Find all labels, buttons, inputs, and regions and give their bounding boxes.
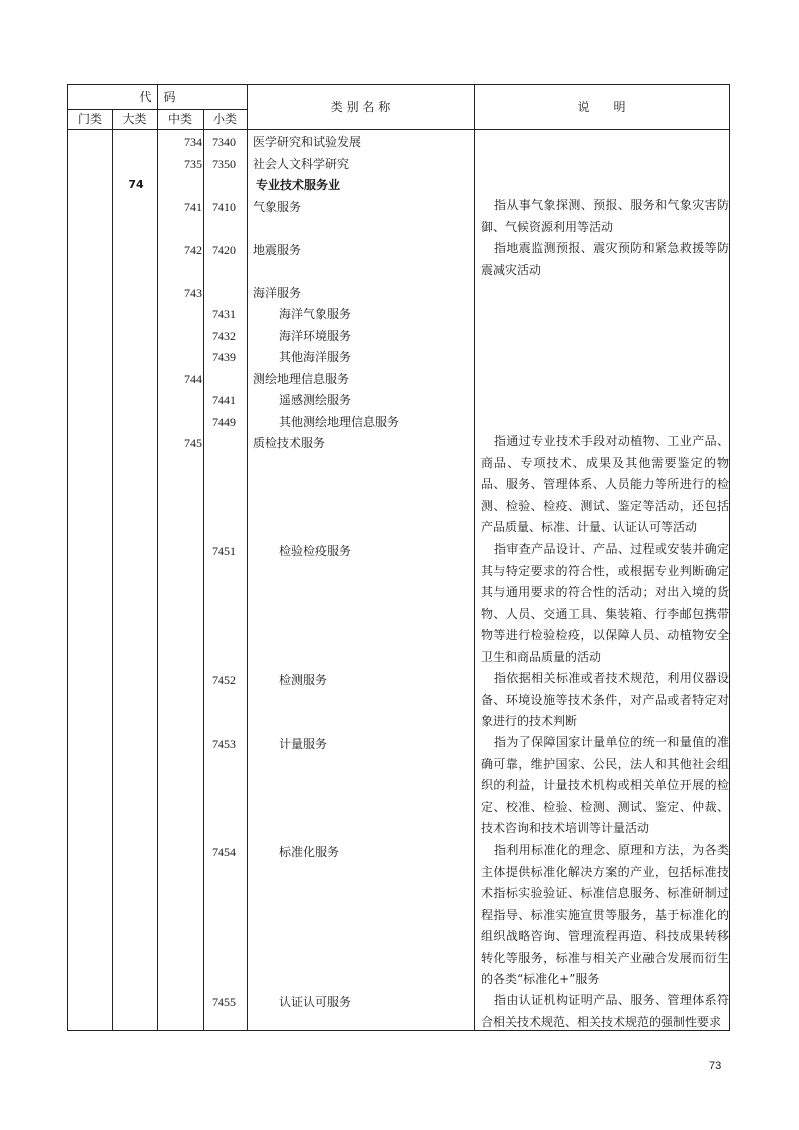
code-middle: 741 [184, 200, 202, 214]
col-divider-major [157, 85, 158, 1030]
code-small: 7452 [212, 673, 236, 687]
page-number: 73 [709, 1060, 722, 1072]
category-name: 质检技术服务 [253, 436, 326, 450]
category-name: 气象服务 [253, 200, 302, 214]
category-description: 指审查产品设计、产品、过程或安装并确定其与特定要求的符合性，或根据专业判断确定其与通用要求的符合性的活动；对出入境的货物、人员、交通工具、集装箱、行李邮包携带物等进行检验检疫，以保障人员、动植物安全卫生和商品质量的活动 [481, 542, 729, 664]
category-name: 其他测绘地理信息服务 [279, 415, 400, 429]
category-description: 指为了保障国家计量单位的统一和量值的准确可靠，维护国家、公民，法人和其他社会组织的利益，计量技术机构或相关单位开展的检定、校准、检验、检测、测试、鉴定、仲裁、技术咨询和技术培训等计量活动 [481, 735, 729, 835]
category-description: 指从事气象探测、预报、服务和气象灾害防御、气候资源利用等活动 [481, 198, 729, 234]
code-small: 7439 [212, 350, 236, 364]
header-desc: 说 明 [577, 100, 626, 114]
header-major: 大类 [122, 112, 147, 126]
code-middle: 744 [184, 372, 202, 386]
code-small: 7431 [212, 307, 236, 321]
category-name: 测绘地理信息服务 [253, 372, 350, 386]
code-small: 7453 [212, 737, 236, 751]
code-middle: 734 [184, 135, 202, 149]
code-small: 7449 [212, 415, 236, 429]
category-name: 海洋环境服务 [279, 329, 352, 343]
category-name: 遥感测绘服务 [279, 393, 352, 407]
header-bottom-border [68, 129, 729, 130]
category-name: 地震服务 [253, 243, 302, 257]
code-middle: 735 [184, 157, 202, 171]
col-divider-small [247, 85, 248, 1030]
category-name: 海洋气象服务 [279, 307, 352, 321]
header-code-group: 代 码 [139, 90, 176, 104]
code-middle: 745 [184, 436, 202, 450]
code-major: 74 [128, 178, 144, 191]
code-middle: 742 [184, 243, 202, 257]
code-small: 7451 [212, 544, 236, 558]
category-name: 海洋服务 [253, 286, 302, 300]
code-small: 7454 [212, 845, 236, 859]
category-description: 指通过专业技术手段对动植物、工业产品、商品、专项技术、成果及其他需要鉴定的物品、服务、管理体系、人员能力等所进行的检测、检验、检疫、测试、鉴定等活动，还包括产品质量、标准、计量、认证认可等活动 [481, 434, 729, 534]
classification-table [67, 84, 730, 1031]
header-sub-divider [68, 109, 247, 110]
header-small: 小类 [212, 112, 237, 126]
col-divider-door [112, 109, 113, 1030]
category-name: 标准化服务 [279, 845, 340, 859]
category-name: 检测服务 [279, 673, 328, 687]
category-name-major: 专业技术服务业 [256, 178, 341, 192]
code-small: 7340 [212, 135, 236, 149]
category-name: 检验检疫服务 [279, 544, 352, 558]
header-name: 类 别 名 称 [330, 100, 391, 114]
category-description: 指地震监测预报、震灾预防和紧急救援等防震减灾活动 [481, 241, 729, 277]
header-middle: 中类 [167, 112, 192, 126]
category-description: 指由认证机构证明产品、服务、管理体系符合相关技术规范、相关技术规范的强制性要求 [481, 993, 729, 1029]
category-name: 认证认可服务 [279, 995, 352, 1009]
category-name: 其他海洋服务 [279, 350, 352, 364]
category-name: 社会人文科学研究 [253, 157, 350, 171]
category-name: 计量服务 [279, 737, 328, 751]
category-name: 医学研究和试验发展 [253, 135, 362, 149]
category-description: 指利用标准化的理念、原理和方法，为各类主体提供标准化解决方案的产业，包括标准技术指标实验验证、标准信息服务、标准研制过程指导、标准实施宣贯等服务，基于标准化的组织战略咨询、管理流程再造、科技成果转移转化等服务，标准与相关产业融合发展而衍生的各类“标准化+”服务 [481, 843, 729, 986]
category-description: 指依据相关标准或者技术规范，利用仪器设备、环境设施等技术条件，对产品或者特定对象进行的技术判断 [481, 671, 729, 728]
code-small: 7441 [212, 393, 236, 407]
code-small: 7420 [212, 243, 236, 257]
col-divider-name [474, 85, 475, 1030]
code-middle: 743 [184, 286, 202, 300]
code-small: 7455 [212, 995, 236, 1009]
col-divider-middle [203, 109, 204, 1030]
code-small: 7350 [212, 157, 236, 171]
code-small: 7410 [212, 200, 236, 214]
header-door: 门类 [77, 112, 102, 126]
code-small: 7432 [212, 329, 236, 343]
